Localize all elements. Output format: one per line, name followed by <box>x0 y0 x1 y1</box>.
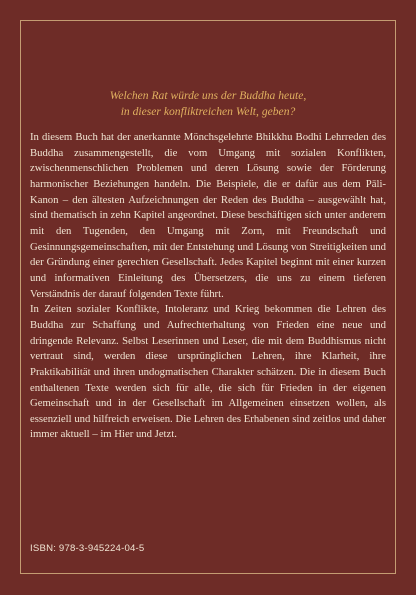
blurb-paragraph-2: In Zeiten sozialer Konflikte, Intoleranz und Krieg bekommen die Lehren des Buddha zur Schaffung und Aufrechterhaltung von Frieden eine neue und dringende Relevanz. Selbst Leserinnen und Leser, die mit dem Buddhismus nicht vertraut sind, werden diese ursprünglichen Lehren, ihre Klarheit, ihre Praktikabilität und ihren undogmatischen Charakter schätzen. Die in diesem Buch enthaltenen Texte werden sich für alle, die sich für Frieden in der eigenen Gemeinschaft und in der Gesellschaft im Allgemeinen einsetzen wollen, als essenziell und hilfreich erweisen. Die Lehren des Erhabenen sind zeitlos und daher immer aktuell – im Hier und Jetzt. <box>30 303 386 441</box>
isbn: ISBN: 978-3-945224-04-5 <box>30 543 145 554</box>
blurb-paragraph-1: In diesem Buch hat der anerkannte Mönchsgelehrte Bhikkhu Bodhi Lehrreden des Buddha zusammengestellt, die vom Umgang mit sozialen Konflikten, zwischenmenschlichen Problemen und deren Lösung sowie der Förderung harmonischer Beziehungen handeln. Die Beispiele, die er dafür aus dem Pāli-Kanon – den ältesten Aufzeichnungen der Reden des Buddha – ausgewählt hat, sind thematisch in zehn Kapitel angeordnet. Diese beschäftigen sich unter anderem mit den Tugenden, den Umgang mit Zorn, mit Freundschaft und Gesinnungsgemeinschaften, mit der Entstehung und Lösung von Streitigkeiten und der Gründung einer gerechten Gesellschaft. Jedes Kapitel beginnt mit einer kurzen und informativen Einleitung des Übersetzers, die uns zu einem tieferen Verständnis der darauf folgenden Texte führt. <box>30 131 386 300</box>
blurb-text <box>30 130 386 443</box>
tagline-line-1: Welchen Rat würde uns der Buddha heute, <box>109 89 307 102</box>
tagline-line-2: in dieser konfliktreichen Welt, geben? <box>120 105 296 118</box>
tagline <box>22 88 394 120</box>
